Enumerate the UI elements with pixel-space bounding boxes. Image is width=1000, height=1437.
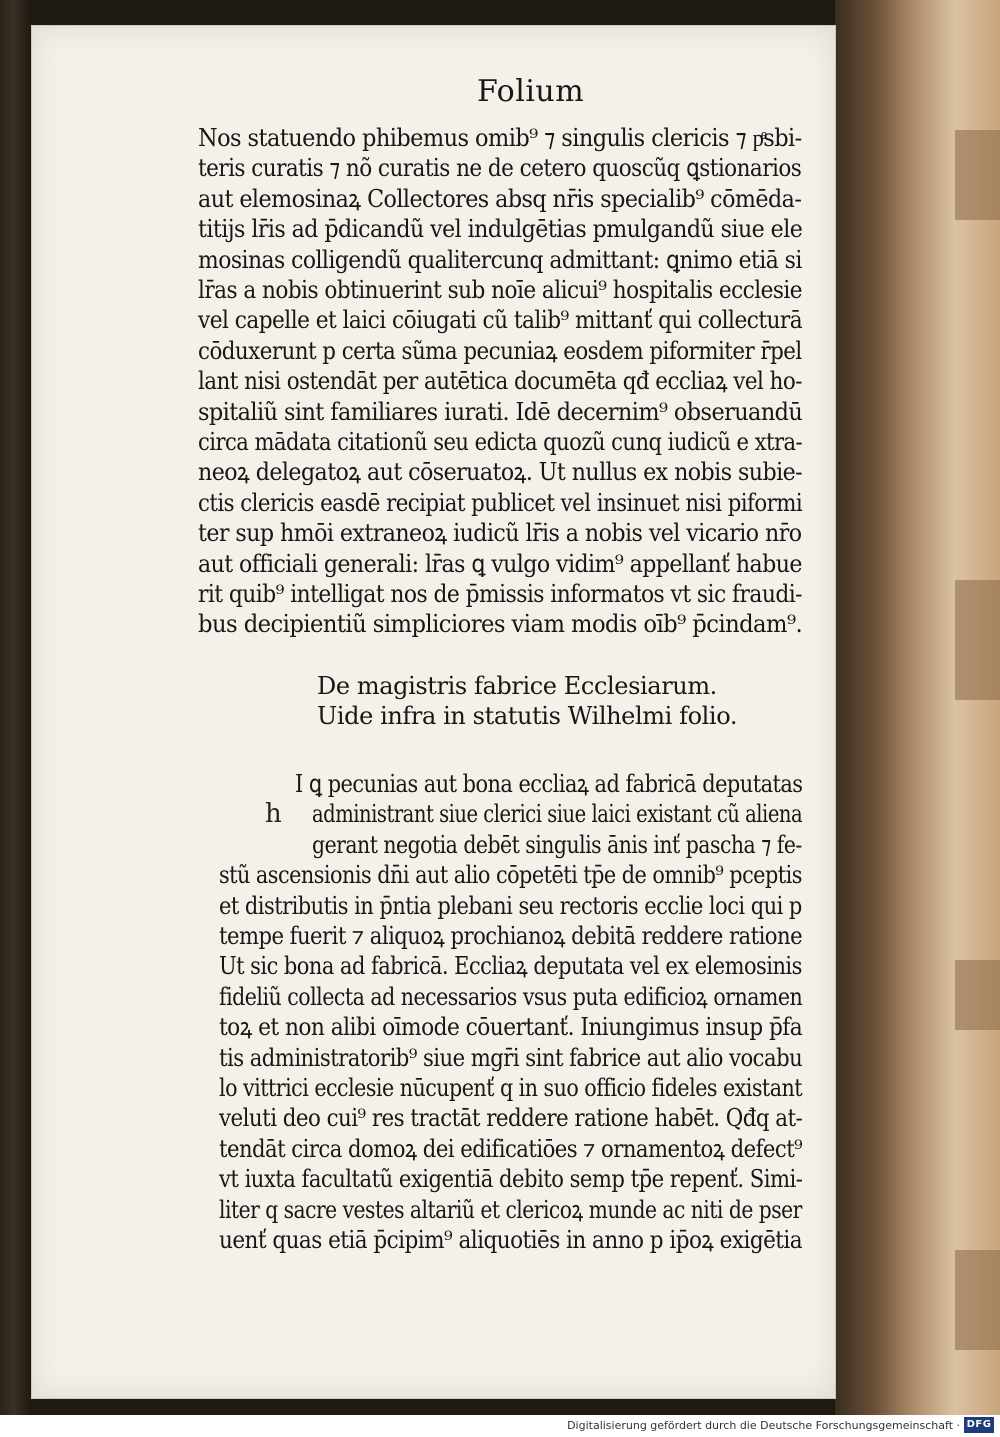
paragraph2-line: veluti deo cui⁹ res tractāt reddere ratione habēt. Qđq at-: [219, 1104, 803, 1133]
paragraph2-line: uenť quas etiā p̄cipim⁹ aliquotiēs in anno p ip̄oꝝ exigētia: [219, 1226, 803, 1254]
paragraph1-line: teris curatis ⁊ nõ curatis ne de cetero quoscũq ꝗstionarios: [198, 154, 802, 183]
paragraph1-line: mosinas colligendũ qualitercunq admittant: ꝗnimo etiā si: [198, 245, 802, 274]
paragraph2-line: et distributis in p̄ntia plebani seu rectoris ecclie loci qui p: [219, 891, 802, 920]
paragraph2-line: stũ ascensionis dn̄i aut alio cōpetēti tp̄e de omnib⁹ pceptis: [219, 861, 802, 890]
paragraph2-line: administrant siue clerici siue laici existant cũ aliena: [312, 800, 803, 829]
paragraph2-line: I ꝗ pecunias aut bona eccliaꝝ ad fabricā deputatas: [295, 770, 803, 798]
paragraph2-line: liter q sacre vestes altariũ et clericoꝝ munde ac niti de pser: [219, 1195, 802, 1224]
paragraph1-line: spitaliũ sint familiares iurati. Idē decernim⁹ obseruandū: [198, 397, 803, 426]
paragraph1-line: aut officiali generali: lr̄as ꝗ vulgo vidim⁹ appellanť habue: [198, 549, 802, 578]
paragraph2-line: tendāt circa domoꝝ dei edificatiōes ⁊ ornamentoꝝ defect⁹: [219, 1134, 803, 1163]
paragraph2-line: tempe fuerit ⁊ aliquoꝝ prochianoꝝ debitā reddere ratione: [219, 922, 803, 950]
guide-letter: h: [265, 799, 282, 829]
paragraph1-line: ctis clericis easdē recipiat publicet vel insinuet nisi piformi: [198, 488, 803, 517]
dfg-logo: DFG: [964, 1417, 994, 1433]
paragraph1-line: neoꝝ delegatoꝝ aut cōseruatoꝝ. Ut nullus ex nobis subie-: [198, 458, 803, 487]
paragraph1-line: ter sup hmōi extraneoꝝ iudicũ lr̄is a nobis vel vicario nr̄o: [198, 519, 802, 548]
paragraph2-line: toꝝ et non alibi oīmode cōuertanť. Iniungimus insup p̄fa: [219, 1013, 803, 1042]
paragraph1-line: lr̄as a nobis obtinuerint sub noīe alicui⁹ hospitalis ecclesie: [198, 276, 802, 304]
document-page: [32, 26, 835, 1398]
section-heading: De magistris fabrice Ecclesiarum.: [317, 672, 717, 700]
digitization-credit: Digitalisierung gefördert durch die Deutsche Forschungsgemeinschaft ·: [567, 1419, 960, 1432]
paragraph1-line: circa mādata citationũ seu edicta quozũ cunq iudicũ e xtra-: [198, 428, 803, 456]
book-edge: [835, 0, 1000, 1415]
paragraph1-line: cōduxerunt p certa sũma pecuniaꝝ eosdem piformiter r̄pel: [198, 336, 802, 365]
page-header: Folium: [477, 74, 585, 109]
paragraph2-line: fideliũ collecta ad necessarios vsus puta edificioꝝ ornamen: [219, 982, 803, 1011]
paragraph1-line: lant nisi ostendāt per autētica documēta qđ eccliaꝝ vel ho-: [198, 367, 802, 396]
paragraph1-line: titijs lr̄is ad p̄dicandũ vel indulgētias pmulgandũ siue ele: [198, 215, 803, 244]
paragraph2-line: tis administratorib⁹ siue mgr̄i sint fabrice aut alio vocabu: [219, 1043, 803, 1072]
paragraph2-line: lo vittrici ecclesie nūcupenť q in suo officio fideles existant: [219, 1074, 803, 1102]
paragraph1-line: bus decipientiũ simpliciores viam modis oīb⁹ p̄cindam⁹.: [198, 610, 803, 639]
paragraph1-line: aut elemosinaꝝ Collectores absq nr̄is specialib⁹ cōmēda-: [198, 184, 802, 213]
paragraph1-line: vel capelle et laici cōiugati cũ talib⁹ mittanť qui collecturā: [198, 306, 803, 335]
paragraph2-line: vt iuxta facultatũ exigentiā debito semp tp̄e repenť. Simi-: [219, 1165, 803, 1194]
section-reference: Uide infra in statutis Wilhelmi folio.: [317, 702, 738, 730]
paragraph1-line: Nos statuendo phibemus omib⁹ ⁊ singulis clericis ⁊ pͤsbi-: [198, 124, 802, 152]
paragraph2-line: Ut sic bona ad fabricā. Eccliaꝝ deputata vel ex elemosinis: [219, 952, 802, 981]
paragraph1-line: rit quib⁹ intelligat nos de p̄missis informatos vt sic fraudi-: [198, 580, 803, 608]
paragraph2-line: gerant negotia debēt singulis ānis inť pascha ⁊ fe-: [312, 830, 802, 859]
